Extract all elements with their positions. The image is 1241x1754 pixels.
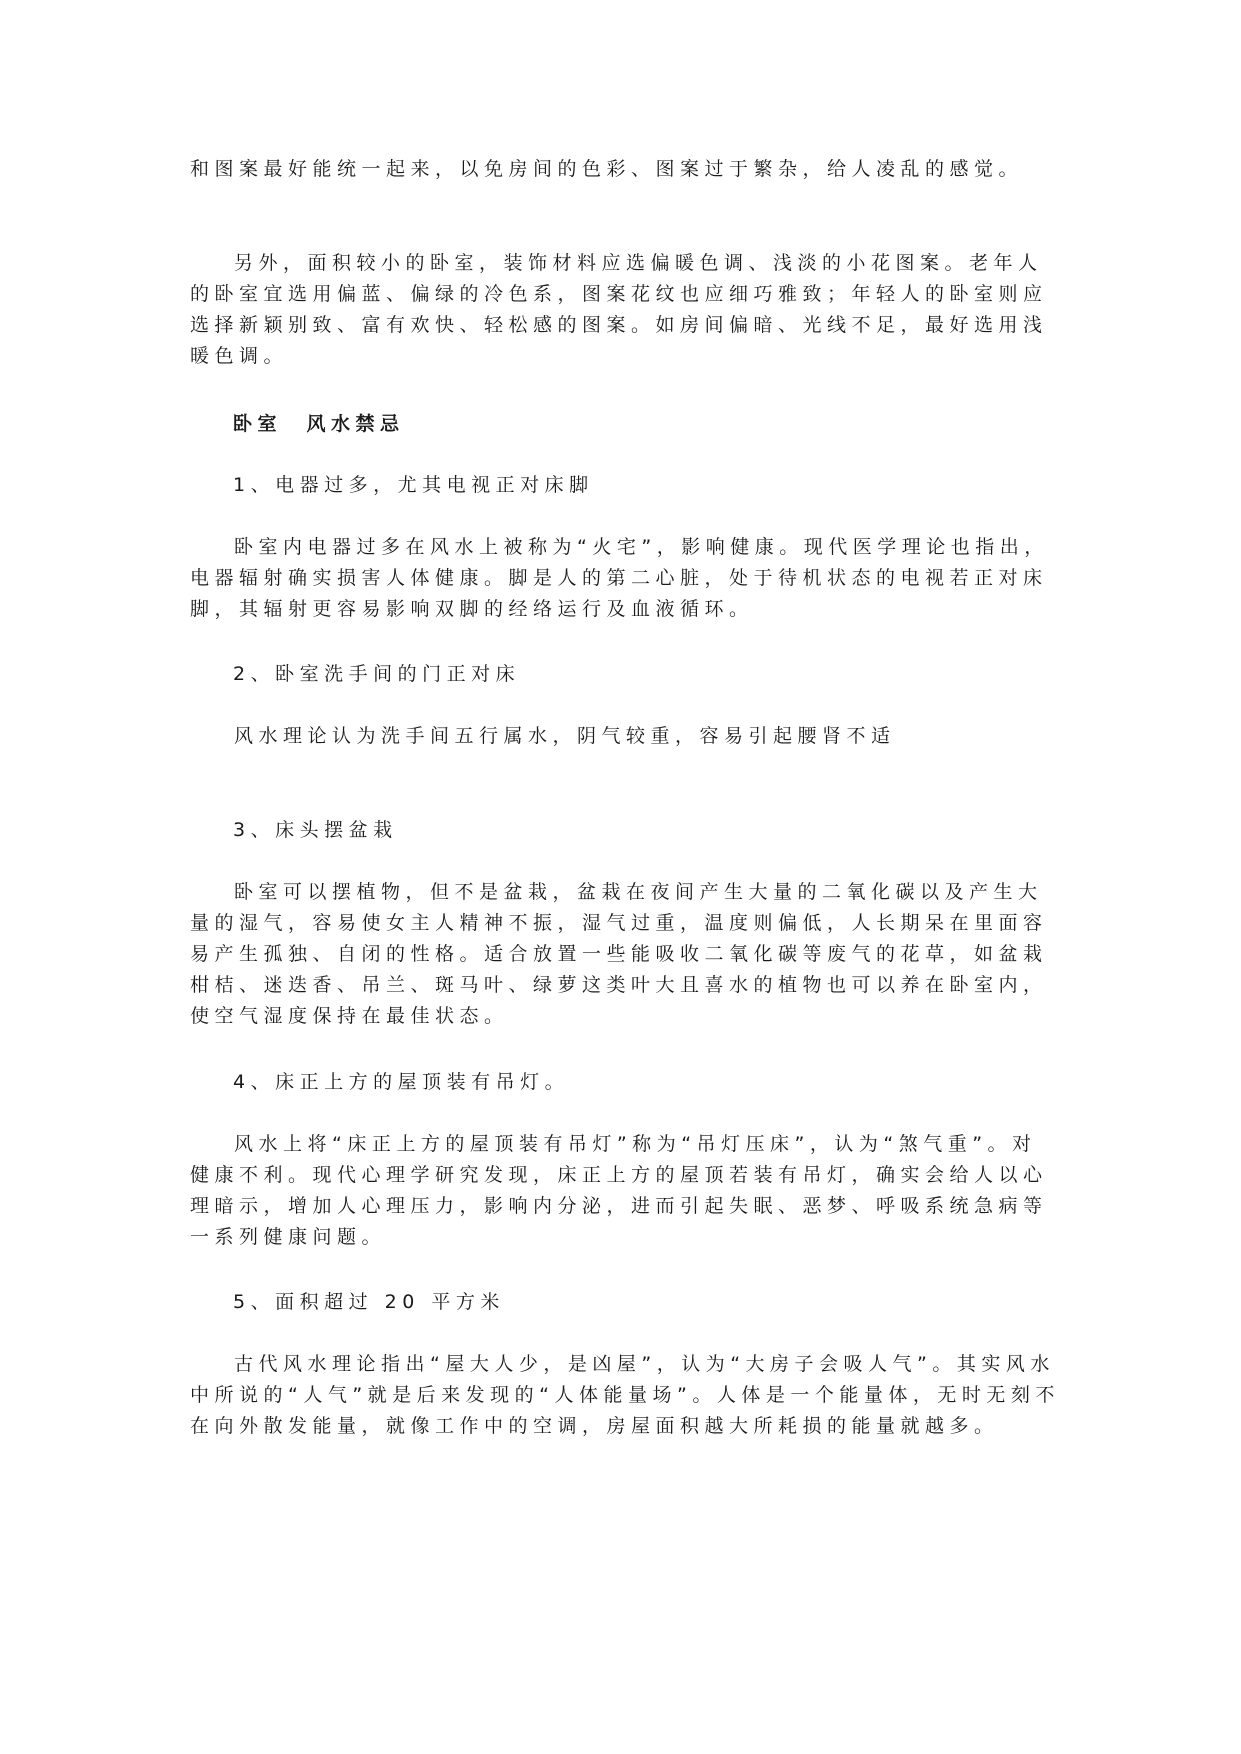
paragraph-intro-tail: 和图案最好能统一起来，以免房间的色彩、图案过于繁杂，给人凌乱的感觉。 [190,158,1024,180]
item-heading-5: 5、面积超过 20 平方米 [233,1291,505,1313]
item-heading-4: 4、床正上方的屋顶装有吊灯。 [233,1071,570,1093]
paragraph-small-room: 另外，面积较小的卧室，装饰材料应选偏暖色调、浅淡的小花图案。老年人的卧室宜选用偏蓝、偏绿的冷色系，图案花纹也应细巧雅致；年轻人的卧室则应选择新颖别致、富有欢快、轻松感的图案。如房间偏暗、光线不足，最好选用浅暖色调。 [190,252,1048,367]
item-body-5: 古代风水理论指出“屋大人少，是凶屋”，认为“大房子会吸人气”。其实风水中所说的“人气”就是后来发现的“人体能量场”。人体是一个能量体，无时无刻不在向外散发能量，就像工作中的空调，房屋面积越大所耗损的能量就越多。 [190,1353,1060,1437]
item-body-4: 风水上将“床正上方的屋顶装有吊灯”称为“吊灯压床”，认为“煞气重”。对健康不利。现代心理学研究发现，床正上方的屋顶若装有吊灯，确实会给人以心理暗示，增加人心理压力，影响内分泌，进而引起失眠、恶梦、呼吸系统急病等一系列健康问题。 [190,1133,1048,1248]
item-body-3: 卧室可以摆植物，但不是盆栽，盆栽在夜间产生大量的二氧化碳以及产生大量的湿气，容易使女主人精神不振，湿气过重，温度则偏低，人长期呆在里面容易产生孤独、自闭的性格。适合放置一些能吸收二氧化碳等废气的花草，如盆栽柑桔、迷迭香、吊兰、斑马叶、绿萝这类叶大且喜水的植物也可以养在卧室内，使空气湿度保持在最佳状态。 [190,881,1048,1027]
item-heading-1: 1、电器过多，尤其电视正对床脚 [233,474,594,496]
item-body-1: 卧室内电器过多在风水上被称为“火宅”，影响健康。现代医学理论也指出，电器辐射确实损害人体健康。脚是人的第二心脏，处于待机状态的电视若正对床脚，其辐射更容易影响双脚的经络运行及血液循环。 [190,536,1049,620]
item-heading-3: 3、床头摆盆栽 [233,819,398,841]
item-body-2: 风水理论认为洗手间五行属水，阴气较重，容易引起腰肾不适 [234,725,896,747]
section-title: 卧室 风水禁忌 [233,413,405,435]
item-heading-2: 2、卧室洗手间的门正对床 [233,663,521,685]
